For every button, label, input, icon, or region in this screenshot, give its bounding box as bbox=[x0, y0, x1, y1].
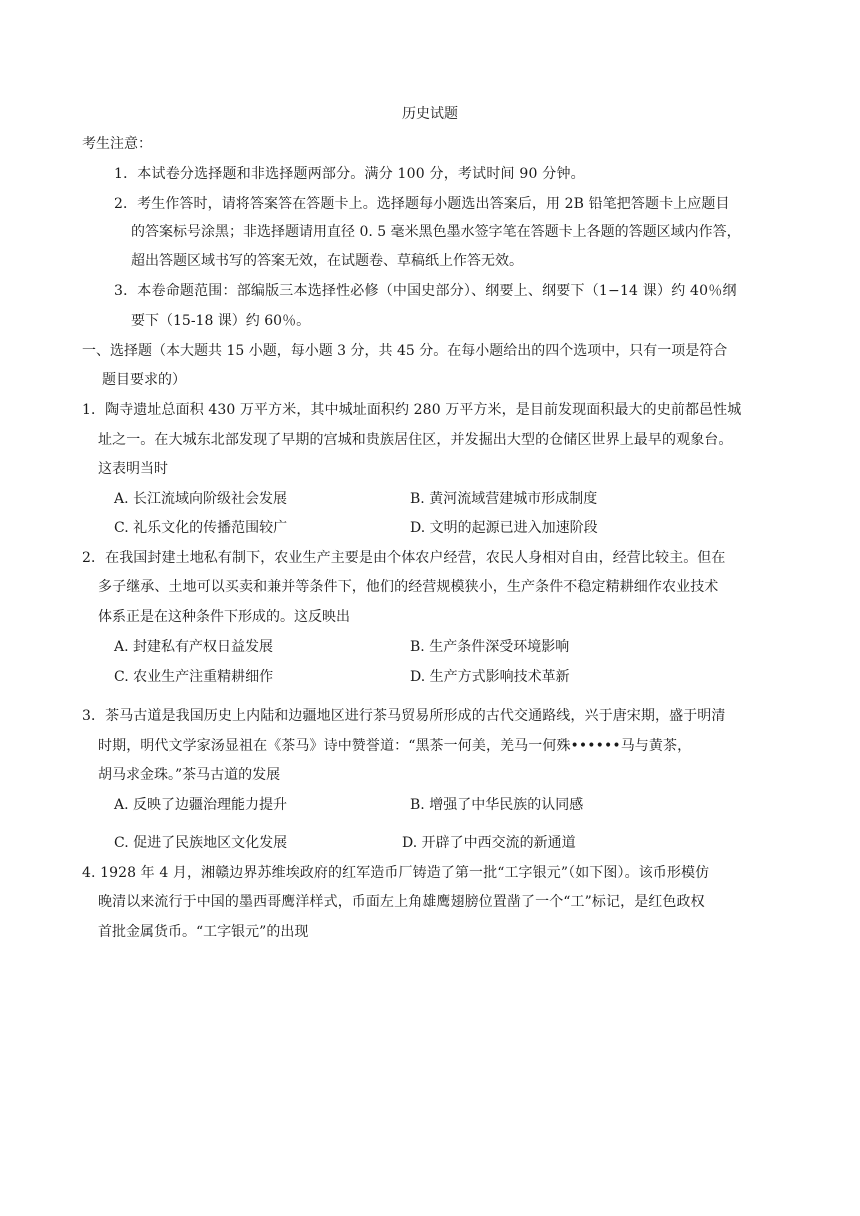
q1-option-d: D. 文明的起源已进入加速阶段 bbox=[410, 520, 598, 536]
q1-option-b: B. 黄河流域营建城市形成制度 bbox=[410, 491, 598, 507]
q3-option-b: B. 增强了中华民族的认同感 bbox=[410, 797, 584, 813]
q4-stem-line-3: 首批金属货币。“工字银元”的出现 bbox=[98, 924, 309, 940]
q3-option-a: A. 反映了边疆治理能力提升 bbox=[114, 797, 288, 813]
notice-item-2-line-2: 的答案标号涂黑；非选择题请用直径 0. 5 毫米黑色墨水签字笔在答题卡上各题的答题区域内作答， bbox=[131, 224, 741, 240]
q2-option-c: C. 农业生产注重精耕细作 bbox=[114, 669, 274, 685]
q3-option-c: C. 促进了民族地区文化发展 bbox=[114, 835, 288, 851]
q1-stem-line-1: 1．陶寺遗址总面积 430 万平方米，其中城址面积约 280 万平方米，是目前发现面积最大的史前都邑性城 bbox=[82, 402, 742, 418]
q1-stem-line-3: 这表明当时 bbox=[98, 461, 168, 477]
q1-option-a: A. 长江流域向阶级社会发展 bbox=[114, 491, 288, 507]
notice-item-2-line-3: 超出答题区域书写的答案无效，在试题卷、草稿纸上作答无效。 bbox=[131, 253, 523, 269]
q2-option-a: A. 封建私有产权日益发展 bbox=[114, 639, 274, 655]
notice-item-3-line-1: 3．本卷命题范围：部编版三本选择性必修（中国史部分）、纲要上、纲要下（1−14 课）约 40％纲 bbox=[114, 283, 737, 299]
q3-stem-line-3: 胡马求金珠。”茶马古道的发展 bbox=[98, 767, 281, 783]
section-heading-line-2: 题目要求的） bbox=[102, 372, 186, 388]
section-heading-line-1: 一、选择题（本大题共 15 小题，每小题 3 分，共 45 分。在每小题给出的四个选项中，只有一项是符合 bbox=[82, 343, 728, 359]
q2-option-b: B. 生产条件深受环境影响 bbox=[410, 639, 570, 655]
notice-item-1: 1．本试卷分选择题和非选择题两部分。满分 100 分，考试时间 90 分钟。 bbox=[114, 166, 585, 182]
notice-item-2-line-1: 2．考生作答时，请将答案答在答题卡上。选择题每小题选出答案后，用 2B 铅笔把答题卡上应题目 bbox=[114, 196, 730, 212]
notice-item-3-line-2: 要下（15-18 课）约 60％。 bbox=[131, 313, 311, 329]
q3-stem-line-1: 3．茶马古道是我国历史上内陆和边疆地区进行茶马贸易所形成的古代交通路线，兴于唐宋期，盛于明清 bbox=[82, 708, 726, 724]
notice-heading: 考生注意： bbox=[82, 136, 152, 152]
q2-stem-line-3: 体系正是在这种条件下形成的。这反映出 bbox=[98, 609, 350, 625]
q4-stem-line-2: 晚清以来流行于中国的墨西哥鹰洋样式，币面左上角雄鹰翅膀位置凿了一个“工”标记，是红色政权 bbox=[98, 894, 705, 910]
q2-option-d: D. 生产方式影响技术革新 bbox=[410, 669, 570, 685]
q2-stem-line-2: 多子继承、土地可以买卖和兼并等条件下，他们的经营规模狭小，生产条件不稳定精耕细作农业技术 bbox=[98, 579, 719, 595]
q4-stem-line-1: 4. 1928 年 4 月，湘赣边界苏维埃政府的红军造币厂铸造了第一批“工字银元”（如下图）。该币形模仿 bbox=[82, 865, 710, 881]
q2-stem-line-1: 2．在我国封建土地私有制下，农业生产主要是由个体农户经营，农民人身相对自由，经营比较主。但在 bbox=[82, 550, 726, 566]
q1-stem-line-2: 址之一。在大城东北部发现了早期的宫城和贵族居住区，并发掘出大型的仓储区世界上最早的观象台。 bbox=[98, 432, 733, 448]
q1-option-c: C. 礼乐文化的传播范围较广 bbox=[114, 520, 288, 536]
page-title: 历史试题 bbox=[402, 106, 458, 122]
q3-stem-line-2: 时期，明代文学家汤显祖在《茶马》诗中赞誉道：“黑茶一何美，羌马一何殊••••••马与黄茶， bbox=[98, 738, 692, 754]
q3-option-d: D. 开辟了中西交流的新通道 bbox=[402, 835, 576, 851]
